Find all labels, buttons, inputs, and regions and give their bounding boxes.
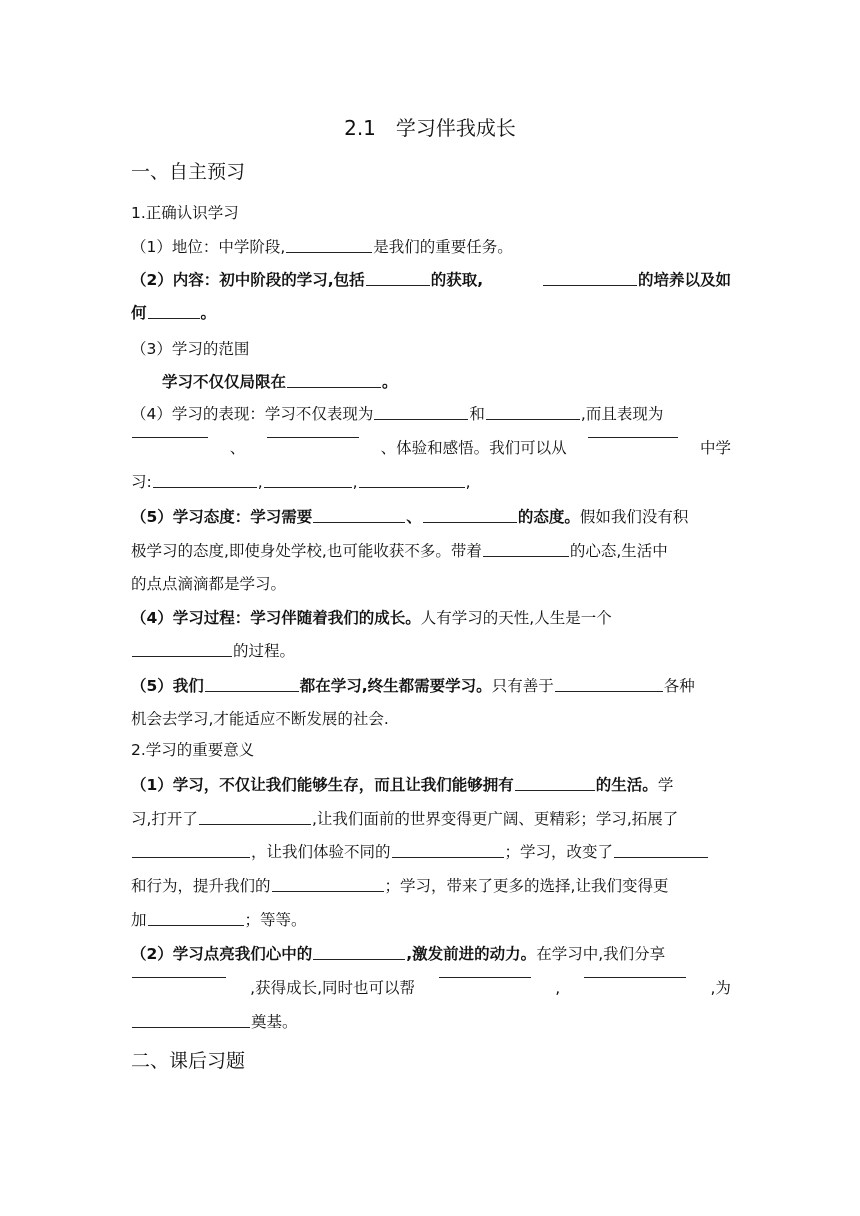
- answer-blank[interactable]: [313, 521, 405, 523]
- answer-blank[interactable]: [515, 789, 595, 791]
- answer-blank[interactable]: [374, 418, 468, 420]
- q1-1-line: （1）地位：中学阶段, 是我们的重要任务。: [131, 238, 513, 256]
- q2-2-line-3: 奠基。: [131, 1010, 731, 1034]
- answer-blank[interactable]: [132, 856, 250, 858]
- answer-blank[interactable]: [286, 251, 372, 253]
- q1-4-line: （4）学习的表现：学习不仅表现为 和 ,而且表现为: [131, 405, 664, 423]
- q2-1-line-2: 习,打开了 ,让我们面前的世界变得更广阔、更精彩；学习,拓展了: [131, 810, 679, 828]
- section-heading-preview: 一、自主预习: [131, 161, 246, 183]
- q1-7-line-2: 机会去学习,才能适应不断发展的社会.: [131, 710, 389, 728]
- answer-blank[interactable]: [132, 1026, 250, 1028]
- answer-blank[interactable]: [614, 856, 708, 858]
- q2-2-line-2: ,获得成长,同时也可以帮 , ,为: [131, 976, 731, 1000]
- q1-6-line-2: 的过程。: [131, 639, 731, 663]
- section-heading-exercises: 二、课后习题: [131, 1050, 246, 1072]
- q2-1-line-5: 加 ；等等。: [131, 911, 307, 929]
- q2-2-line: （2）学习点亮我们心中的 ,激发前进的动力。在学习中,我们分享: [131, 945, 666, 963]
- q1-3-line-cont: 学习不仅仅局限在 。: [162, 373, 398, 391]
- q1-5-line-2: 极学习的态度,即使身处学校,也可能收获不多。带着 的心态,生活中: [131, 542, 668, 560]
- answer-blank[interactable]: [205, 690, 299, 692]
- q1-5-line-3: 的点点滴滴都是学习。: [131, 575, 287, 593]
- q1-4-line-2: 、 、体验和感悟。我们可以从 中学: [131, 436, 731, 460]
- question-2-heading: 2.学习的重要意义: [131, 741, 255, 759]
- answer-blank[interactable]: [366, 284, 430, 286]
- answer-blank[interactable]: [313, 958, 405, 960]
- q1-2-line: （2）内容：初中阶段的学习,包括 的获取, 的培养以及如: [131, 271, 731, 289]
- answer-blank[interactable]: [392, 856, 504, 858]
- answer-blank[interactable]: [272, 890, 384, 892]
- answer-blank[interactable]: [148, 924, 244, 926]
- answer-blank[interactable]: [132, 436, 208, 438]
- answer-blank[interactable]: [267, 436, 359, 438]
- page-title: 2.1 学习伴我成长: [344, 116, 516, 140]
- q1-5-line: （5）学习态度：学习需要 、 的态度。假如我们没有积: [131, 508, 689, 526]
- answer-blank[interactable]: [199, 823, 311, 825]
- q1-6-line: （4）学习过程：学习伴随着我们的成长。人有学习的天性,人生是一个: [131, 609, 612, 627]
- answer-blank[interactable]: [543, 284, 637, 286]
- answer-blank[interactable]: [132, 655, 232, 657]
- q2-1-line: （1）学习，不仅让我们能够生存，而且让我们能够拥有 的生活。学: [131, 776, 674, 794]
- q1-2-line-cont: 何 。: [131, 304, 217, 322]
- answer-blank[interactable]: [584, 976, 686, 978]
- answer-blank[interactable]: [486, 418, 580, 420]
- answer-blank[interactable]: [483, 555, 569, 557]
- q1-3-line: （3）学习的范围: [131, 340, 250, 358]
- q2-1-line-3: ，让我们体验不同的 ；学习，改变了: [131, 840, 731, 864]
- q1-4-line-3: 习: , , ,: [131, 473, 471, 491]
- answer-blank[interactable]: [555, 690, 663, 692]
- question-1-heading: 1.正确认识学习: [131, 204, 239, 222]
- answer-blank[interactable]: [153, 486, 257, 488]
- answer-blank[interactable]: [359, 486, 465, 488]
- q1-7-line: （5）我们 都在学习,终生都需要学习。只有善于 各种: [131, 677, 695, 695]
- answer-blank[interactable]: [132, 976, 226, 978]
- answer-blank[interactable]: [439, 976, 531, 978]
- answer-blank[interactable]: [148, 317, 200, 319]
- q2-1-line-4: 和行为，提升我们的 ；学习，带来了更多的选择,让我们变得更: [131, 877, 669, 895]
- answer-blank[interactable]: [588, 436, 678, 438]
- answer-blank[interactable]: [287, 386, 381, 388]
- answer-blank[interactable]: [423, 521, 517, 523]
- answer-blank[interactable]: [264, 486, 352, 488]
